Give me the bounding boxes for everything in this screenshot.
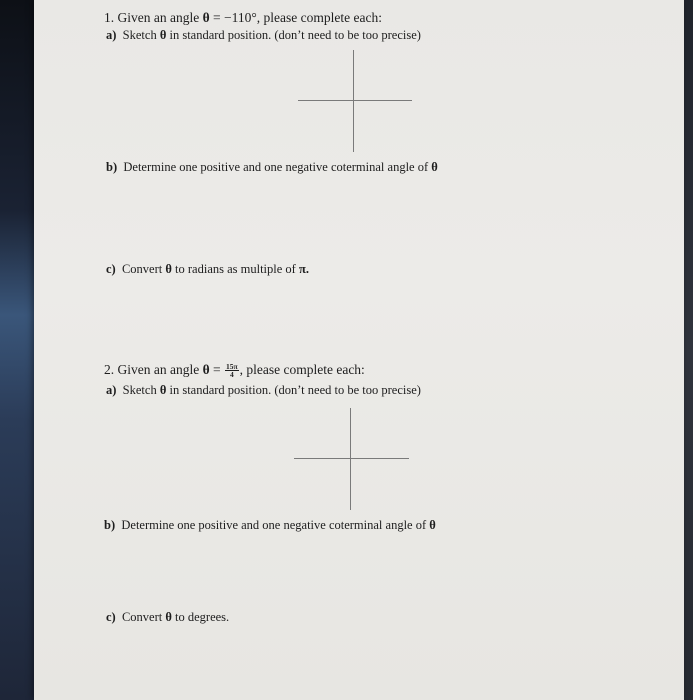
q2-a-text-1: Sketch [122,383,160,397]
worksheet-page [34,0,684,700]
q1-axes-vertical [353,50,354,152]
q2-title-prefix: 2. Given an angle [104,362,203,377]
q1-a-label: a) [106,28,117,42]
q2-fraction-denominator: 4 [229,370,234,380]
q2-equals: = [209,362,225,377]
q2-a-label: a) [106,383,117,397]
q2-axes-horizontal [294,458,409,459]
q1-part-a [106,28,421,43]
q2-theta: θ [202,362,210,377]
q1-c-text-1: Convert [121,262,166,276]
q2-fraction [225,363,239,378]
q1-b-label: b) [106,160,118,174]
q2-a-text-2: in standard position. (don’t need to be too precise) [166,383,421,397]
q1-title-suffix: = −110°, please complete each: [209,10,382,25]
q1-b-text: Determine one positive and one negative coterminal angle of [123,160,432,174]
q1-c-pi: π. [298,262,309,276]
q2-b-label: b) [104,518,116,532]
q2-title-suffix: , please complete each: [239,362,365,377]
q1-a-text-2: in standard position. (don’t need to be too precise) [166,28,421,42]
q2-title [104,362,365,378]
q1-a-theta: θ [159,28,167,42]
q1-c-theta: θ [165,262,172,276]
q1-theta: θ [202,10,210,25]
q1-part-c [106,262,309,277]
q2-part-c [106,610,229,625]
q1-part-b [106,160,438,175]
q2-c-theta: θ [165,610,172,624]
q2-part-a [106,383,421,398]
q2-b-theta: θ [429,518,436,532]
q1-a-text-1: Sketch [122,28,160,42]
q1-b-theta: θ [431,160,438,174]
q1-axes-horizontal [298,100,412,101]
q1-c-label: c) [106,262,116,276]
q2-b-text: Determine one positive and one negative coterminal angle of [121,518,430,532]
q2-c-label: c) [106,610,116,624]
q2-part-b [104,518,436,533]
q2-c-text-1: Convert [121,610,166,624]
q2-c-text-2: to degrees. [171,610,230,624]
q1-title [104,10,382,25]
q2-axes-vertical [350,408,351,510]
q2-a-theta: θ [159,383,167,397]
q1-title-prefix: 1. Given an angle [104,10,203,25]
q2-fraction-numerator: 15π [226,362,238,372]
q1-c-text-2: to radians as multiple of [171,262,299,276]
